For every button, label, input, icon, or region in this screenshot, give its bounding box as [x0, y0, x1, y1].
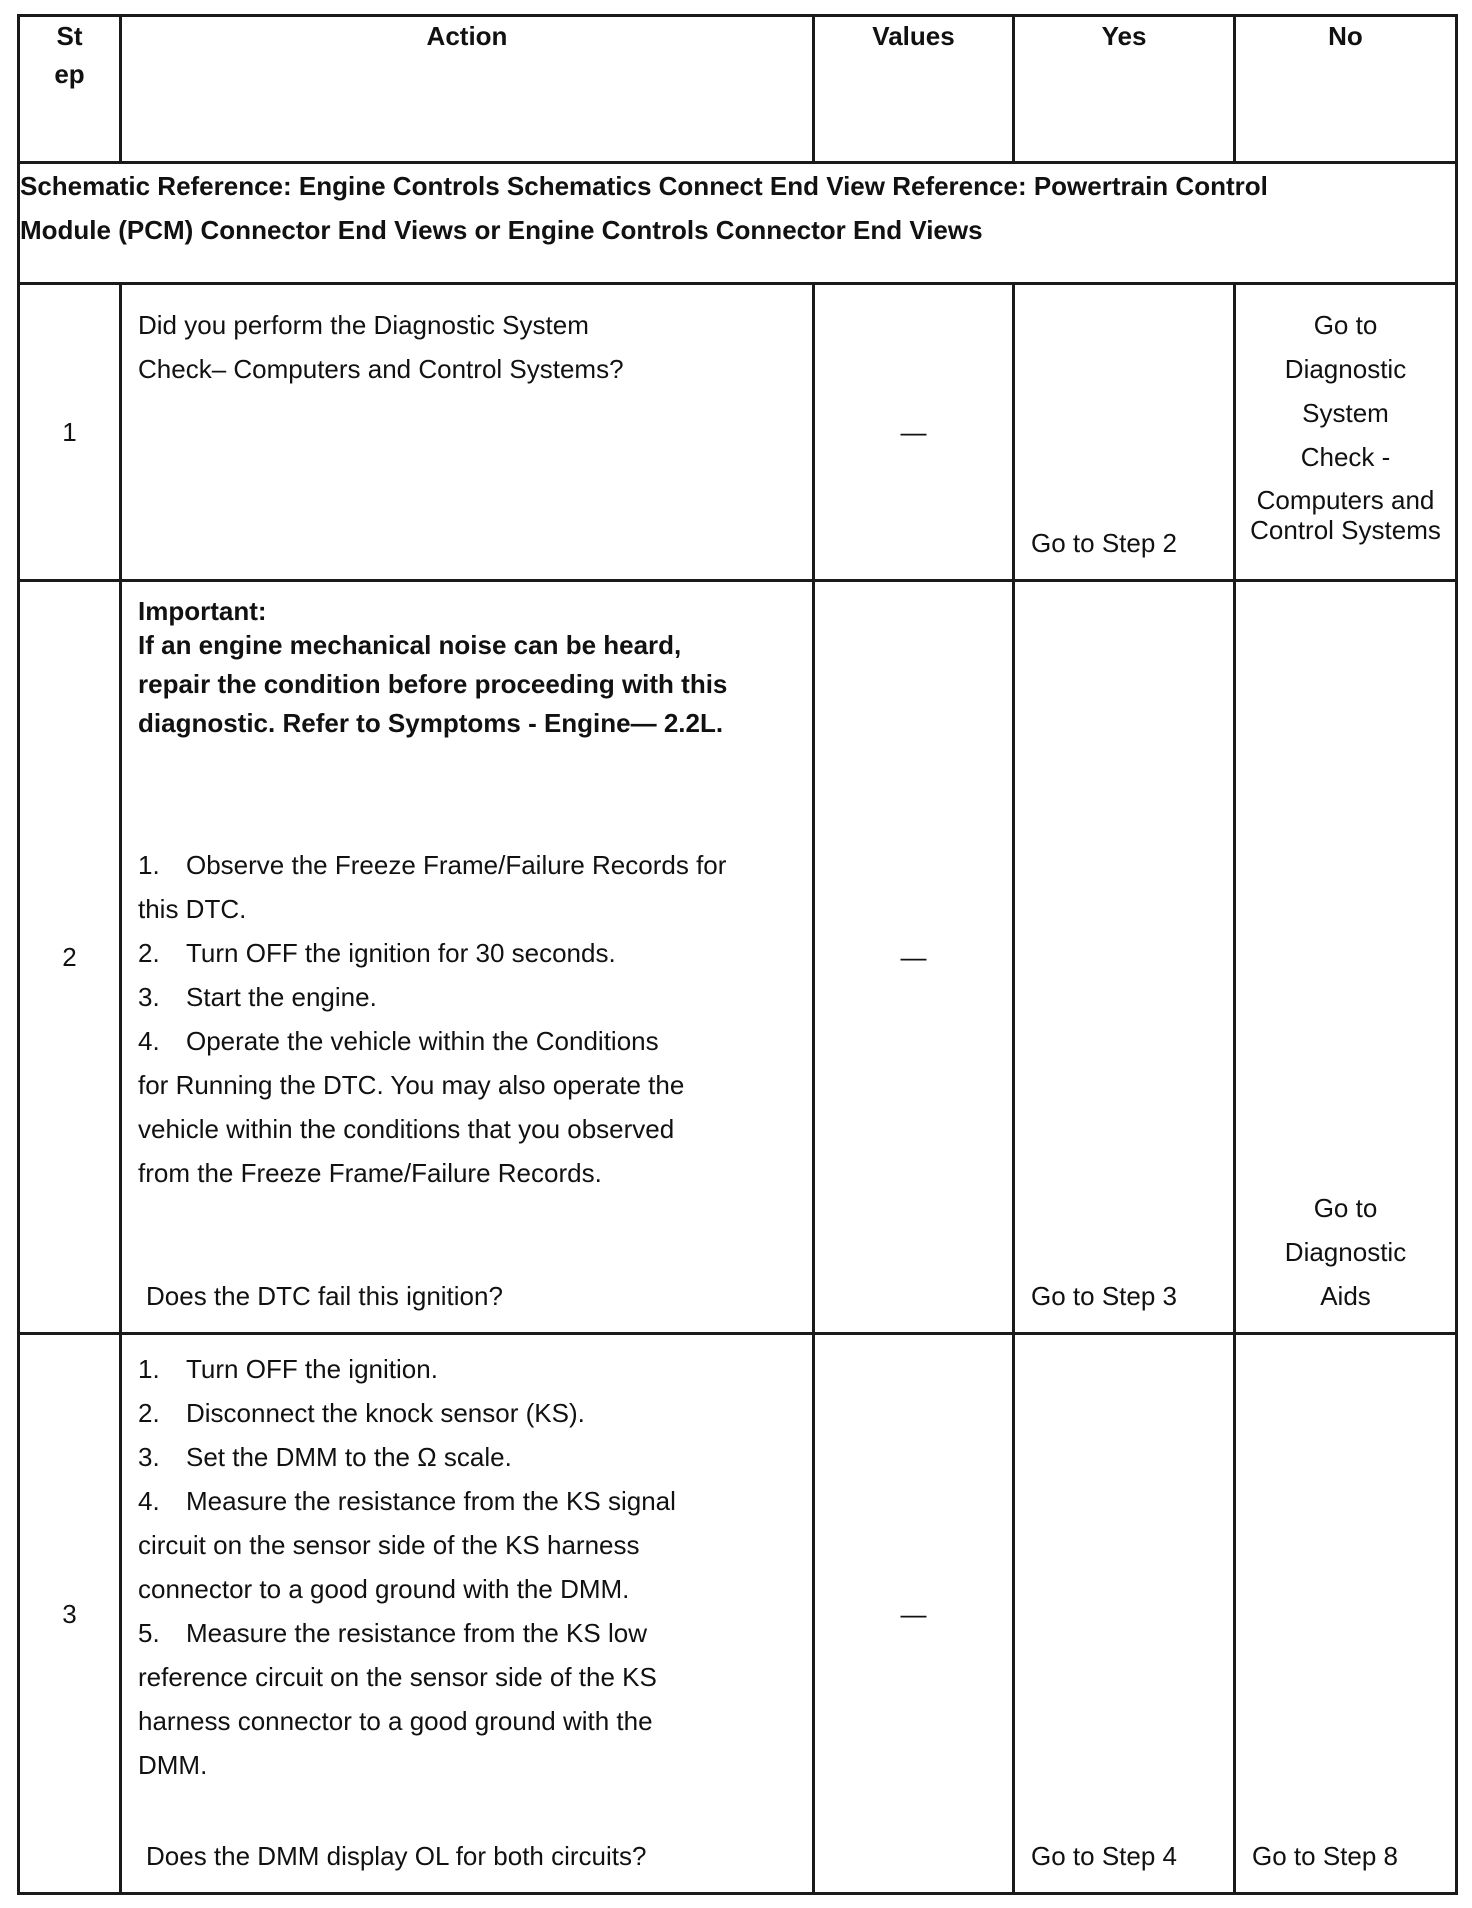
list-item: 4. Operate the vehicle within the Conditions	[138, 1026, 659, 1056]
no-link-diagnostic-aids[interactable]: Go to Diagnostic Aids	[1284, 1193, 1407, 1311]
action-text: Did you perform the Diagnostic System	[138, 310, 589, 340]
action-text: Check– Computers and Control Systems?	[138, 354, 624, 384]
header-step: St ep	[19, 16, 121, 163]
yes-link-step-4[interactable]: Go to Step 4	[1031, 1841, 1177, 1871]
important-note: If an engine mechanical noise can be heard, repair the condition before proceeding with this diagnostic. Refer to Symptoms - Engine— 2.2L.	[138, 630, 728, 738]
value-cell: —	[814, 1334, 1014, 1894]
step-number: 1	[19, 284, 121, 581]
header-action: Action	[121, 16, 814, 163]
action-cell	[121, 1334, 814, 1894]
diagnostic-table	[17, 14, 1458, 1895]
procedure-list: 1. Turn OFF the ignition. 2. Disconnect the knock sensor (KS). 3. Set the DMM to the Ω scale. 4. Measure the resistance from the KS signal circuit on the sensor side of the KS harness connector to a good ground with the DMM. 5. Measure the resistance from the KS low reference circuit on the sensor side of the KS harness connector to a good ground with the DMM.	[138, 1347, 802, 1787]
list-item: 3. Set the DMM to the Ω scale.	[138, 1442, 512, 1472]
question-text: Does the DTC fail this ignition?	[146, 1281, 503, 1311]
step-number: 3	[19, 1334, 121, 1894]
yes-cell	[1014, 581, 1235, 1334]
reference-line-2: Module (PCM) Connector End Views or Engine Controls Connector End Views	[20, 215, 983, 245]
no-cell	[1235, 581, 1457, 1334]
header-no: No	[1235, 16, 1457, 163]
table-row	[19, 284, 1457, 581]
action-cell	[121, 284, 814, 581]
no-link-step-8[interactable]: Go to Step 8	[1252, 1841, 1398, 1871]
question-text: Does the DMM display OL for both circuits?	[146, 1841, 647, 1871]
no-link-diagnostic-system-check[interactable]: Go to Diagnostic System Check - Computers and Control Systems	[1250, 310, 1441, 545]
header-row	[19, 16, 1457, 163]
value-cell: —	[814, 581, 1014, 1334]
no-cell	[1235, 1334, 1457, 1894]
yes-cell	[1014, 1334, 1235, 1894]
header-values: Values	[814, 16, 1014, 163]
list-item: 1. Turn OFF the ignition.	[138, 1354, 438, 1384]
schematic-reference-row	[19, 163, 1457, 284]
table-row	[19, 581, 1457, 1334]
yes-cell	[1014, 284, 1235, 581]
schematic-reference	[19, 163, 1457, 284]
action-cell	[121, 581, 814, 1334]
step-number: 2	[19, 581, 121, 1334]
procedure-list: 1. Observe the Freeze Frame/Failure Records for this DTC. 2. Turn OFF the ignition for 30 seconds. 3. Start the engine. 4. Operate the vehicle within the Conditions for Running the DTC. You may also operate the vehicle within the conditions that you observed from the Freeze Frame/Failure Records.	[138, 843, 802, 1195]
yes-link-step-3[interactable]: Go to Step 3	[1031, 1281, 1177, 1311]
list-item: 2. Disconnect the knock sensor (KS).	[138, 1398, 585, 1428]
no-cell	[1235, 284, 1457, 581]
important-title: Important:	[138, 596, 267, 626]
list-item: 1. Observe the Freeze Frame/Failure Records for	[138, 850, 727, 880]
value-cell: —	[814, 284, 1014, 581]
table-row	[19, 1334, 1457, 1894]
header-yes: Yes	[1014, 16, 1235, 163]
yes-link-step-2[interactable]: Go to Step 2	[1031, 528, 1177, 558]
list-item: 2. Turn OFF the ignition for 30 seconds.	[138, 938, 616, 968]
reference-line-1: Schematic Reference: Engine Controls Schematics Connect End View Reference: Powertrain Control	[20, 171, 1268, 201]
list-item: 3. Start the engine.	[138, 982, 377, 1012]
list-item: 4. Measure the resistance from the KS signal	[138, 1486, 676, 1516]
list-item: 5. Measure the resistance from the KS low	[138, 1618, 647, 1648]
